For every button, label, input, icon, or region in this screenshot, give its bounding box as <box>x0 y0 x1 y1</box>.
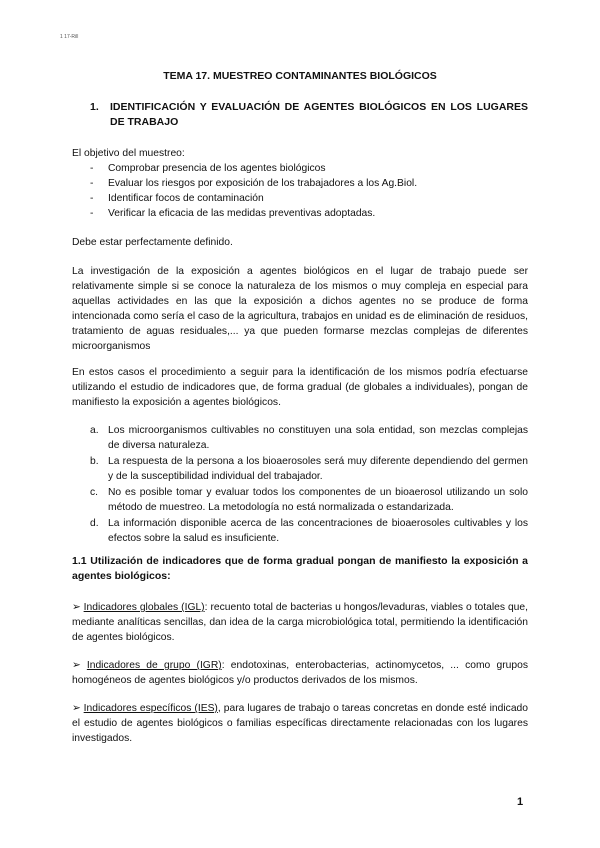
section-title: IDENTIFICACIÓN Y EVALUACIÓN DE AGENTES BIOLÓGICOS EN LOS LUGARES DE TRABAJO <box>110 101 528 128</box>
list-item: - Identificar focos de contaminación <box>90 191 528 206</box>
objective-intro: El objetivo del muestreo: <box>72 148 185 159</box>
list-text: La información disponible acerca de las concentraciones de bioaerosoles cultivables y los efectos sobre la salud es insuficiente. <box>108 518 528 544</box>
arrow-bullet-icon: ➢ <box>72 660 81 671</box>
list-item: - Evaluar los riesgos por exposición de los trabajadores a los Ag.Biol. <box>90 176 528 191</box>
list-item <box>90 454 528 484</box>
list-letter: b. <box>90 456 99 467</box>
paragraph-1: La investigación de la exposición a agentes biológicos en el lugar de trabajo puede ser relativamente simple si se conoce la naturaleza de los mismos o muy compleja en especial para aquellas actividades en las que la exposición a dichos agentes no se produce de forma intencionada como sería el caso de la agricultura, trabajos en unidad es de eliminación de residuos, tratamiento de aguas residuales,... ya que pueden formarse mezclas complejas de diferentes microorganismos <box>72 266 528 352</box>
defined-text: Debe estar perfectamente definido. <box>72 237 233 248</box>
arrow-bullet-icon: ➢ <box>72 703 81 714</box>
indicator-name: Indicadores globales (IGL) <box>83 602 205 613</box>
paragraph-2: En estos casos el procedimiento a seguir para la identificación de los mismos podría efectuarse utilizando el estudio de indicadores que, de forma gradual (de globales a individuales), pongan de manifiesto la exposición a agentes biológicos. <box>72 367 528 408</box>
list-item <box>90 516 528 546</box>
indicator-group <box>72 658 528 688</box>
list-text: Los microorganismos cultivables no constituyen una sola entidad, son mezclas complejas de diversa naturaleza. <box>108 425 528 451</box>
list-letter: d. <box>90 518 99 529</box>
objectives-list <box>90 161 528 221</box>
list-item <box>90 423 528 453</box>
indicator-name: Indicadores de grupo (IGR) <box>86 660 222 671</box>
page-title: TEMA 17. MUESTREO CONTAMINANTES BIOLÓGICOS <box>163 70 437 82</box>
header-code: 1 17-Rill <box>60 34 79 40</box>
indicator-text: , para lugares de trabajo o tareas concretas en donde esté indicado el estudio de agentes biológicos o familias específicas directamente relacionadas con los lugares investigados. <box>72 703 528 744</box>
reasons-list <box>90 423 528 547</box>
indicator-specific <box>72 701 528 746</box>
list-text: No es posible tomar y evaluar todos los componentes de un bioaerosol utilizando un solo método de muestreo. La metodología no está normalizada o estandarizada. <box>108 487 528 513</box>
list-letter: c. <box>90 487 99 498</box>
arrow-bullet-icon: ➢ <box>72 602 81 613</box>
list-item: - Verificar la eficacia de las medidas preventivas adoptadas. <box>90 206 528 221</box>
subsection-heading: 1.1 Utilización de indicadores que de forma gradual pongan de manifiesto la exposición a agentes biológicos: <box>72 555 528 582</box>
indicator-text: : recuento total de bacterias u hongos/levaduras, viables o totales que, mediante analíticas sencillas, dan idea de la carga microbiológica total, permitiendo la identificación de agentes biológicos. <box>72 602 528 643</box>
indicator-global <box>72 600 528 645</box>
list-item <box>90 485 528 515</box>
list-text: La respuesta de la persona a los bioaerosoles será muy diferente dependiendo del germen y de la susceptibilidad individual del trabajador. <box>108 456 528 482</box>
list-item: - Comprobar presencia de los agentes biológicos <box>90 161 528 176</box>
indicator-name: Indicadores específicos (IES) <box>83 703 218 714</box>
list-letter: a. <box>90 425 99 436</box>
section-heading <box>90 100 528 130</box>
indicator-text: : endotoxinas, enterobacterias, actinomycetos, ... como grupos homogéneos de agentes biológicos y/o productos derivados de los mismos. <box>72 660 528 686</box>
page-number: 1 <box>517 796 524 808</box>
section-number: 1. <box>90 101 99 113</box>
